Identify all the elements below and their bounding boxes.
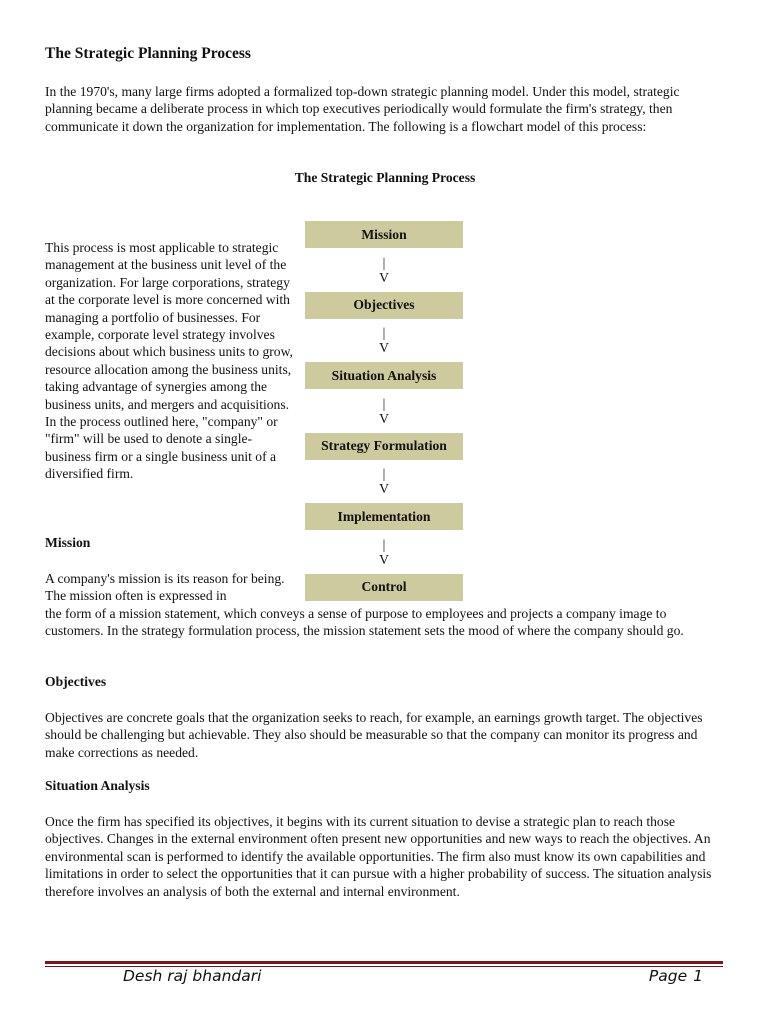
applicability-paragraph: This process is most applicable to strategic management at the business unit level of the organization. For large corporations, strategy at the corporate level is more concerned with managing a portfolio of businesses. For example, corporate level strategy involves decisions about which business units to grow, resource allocation among the business units, taking advantage of synergies among the business units, and mergers and acquisitions. In the process outlined here, "company" or "firm" will be used to denote a single-business firm or a single business unit of a diversified firm.	[45, 240, 293, 482]
intro-paragraph: In the 1970's, many large firms adopted a formalized top-down strategic planning model. Under this model, strategic planning became a deliberate process in which top executives periodically would formulate the firm's strategy, then communicate it down the organization for implementation. The following is a flowchart model of this process:	[45, 84, 680, 134]
flow-arrow-shaft: |	[382, 254, 386, 270]
situation-analysis-heading: Situation Analysis	[45, 778, 150, 793]
footer-rule	[45, 961, 723, 964]
document-title: The Strategic Planning Process	[45, 45, 251, 62]
objectives-paragraph: Objectives are concrete goals that the organization seeks to reach, for example, an earnings growth target. The objectives should be challenging but achievable. They also should be measurable so that the company can monitor its progress and make corrections as needed.	[45, 710, 703, 760]
flow-arrow-head: V	[379, 481, 389, 497]
flowchart	[305, 221, 463, 601]
flow-arrow-shaft: |	[382, 325, 386, 341]
flow-step-implementation: Implementation	[305, 503, 463, 530]
document-page	[45, 0, 723, 1024]
flow-arrow	[305, 460, 463, 504]
mission-heading: Mission	[45, 535, 91, 550]
flow-arrow	[305, 248, 463, 292]
footer-author: Desh raj bhandari	[123, 967, 262, 985]
mission-paragraph-continued: the form of a mission statement, which conveys a sense of purpose to employees and projects a company image to customers. In the strategy formulation process, the mission statement sets the mood of where the company should go.	[45, 606, 684, 639]
flow-arrow	[305, 530, 463, 574]
flow-arrow-shaft: |	[382, 536, 386, 552]
flow-step-control: Control	[305, 574, 463, 601]
flow-arrow-head: V	[379, 269, 389, 285]
flow-arrow-shaft: |	[382, 466, 386, 482]
page-label: Page	[648, 967, 688, 985]
footer-page-number	[649, 967, 703, 985]
flow-arrow	[305, 389, 463, 433]
flow-step-strategy-formulation: Strategy Formulation	[305, 433, 463, 460]
flow-step-mission: Mission	[305, 221, 463, 248]
flow-arrow	[305, 319, 463, 363]
flow-arrow-head: V	[379, 340, 389, 356]
mission-paragraph-start: A company's mission is its reason for being. The mission often is expressed in	[45, 571, 285, 604]
objectives-heading: Objectives	[45, 674, 107, 689]
situation-analysis-paragraph: Once the firm has specified its objectives, it begins with its current situation to devise a strategic plan to reach those objectives. Changes in the external environment often present new opportunities and new ways to reach the objectives. An environmental scan is performed to identify the available opportunities. The firm also must know its own capabilities and limitations in order to select the opportunities that it can pursue with a higher probability of success. The situation analysis therefore involves an analysis of both the external and internal environment.	[45, 814, 712, 899]
flow-arrow-head: V	[379, 551, 389, 567]
flowchart-heading: The Strategic Planning Process	[294, 170, 476, 185]
flow-step-objectives: Objectives	[305, 292, 463, 319]
flow-arrow-head: V	[379, 410, 389, 426]
flow-arrow-shaft: |	[382, 395, 386, 411]
page-number: 1	[693, 967, 703, 985]
flow-step-situation-analysis: Situation Analysis	[305, 362, 463, 389]
